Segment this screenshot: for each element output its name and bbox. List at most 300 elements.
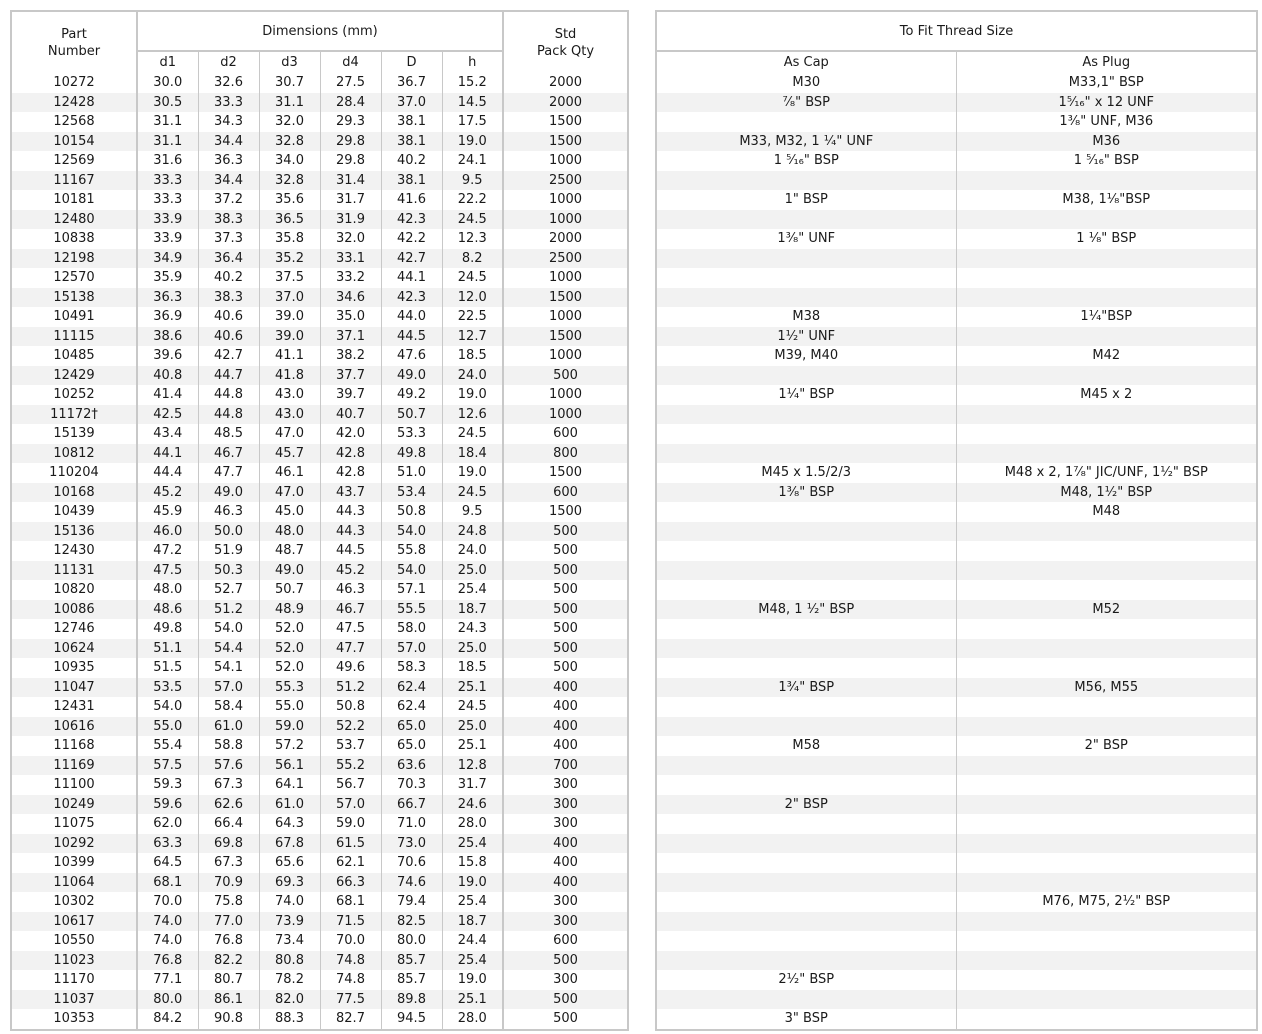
table-row	[11, 249, 628, 269]
dimension-cell: 31.1	[259, 93, 320, 113]
dimension-cell: 12.6	[442, 405, 503, 425]
dimension-cell: 37.7	[320, 366, 381, 386]
dimension-cell: 8.2	[442, 249, 503, 269]
as-plug-cell: M38, 1¹⁄₈"BSP	[956, 190, 1257, 210]
as-plug-cell: M76, M75, 2¹⁄₂" BSP	[956, 892, 1257, 912]
table-row	[656, 717, 1257, 737]
as-plug-cell: 1 ¹⁄₈" BSP	[956, 229, 1257, 249]
dimension-cell: 19.0	[442, 463, 503, 483]
dimension-cell: 70.0	[137, 892, 198, 912]
dimension-cell: 65.6	[259, 853, 320, 873]
dimension-cell: 58.3	[381, 658, 442, 678]
dimension-cell: 42.3	[381, 210, 442, 230]
dimension-cell: 34.4	[198, 132, 259, 152]
pack-qty-cell: 500	[503, 639, 628, 659]
dimension-cell: 31.1	[137, 132, 198, 152]
dimension-cell: 42.7	[198, 346, 259, 366]
as-plug-cell	[956, 853, 1257, 873]
dimension-cell: 44.1	[137, 444, 198, 464]
table-row	[656, 385, 1257, 405]
dimension-cell: 25.1	[442, 736, 503, 756]
part-number-cell: 15136	[11, 522, 137, 542]
pack-qty-cell: 400	[503, 834, 628, 854]
dimension-cell: 44.3	[320, 522, 381, 542]
dimension-cell: 49.2	[381, 385, 442, 405]
table-row	[656, 405, 1257, 425]
table-row	[11, 307, 628, 327]
part-number-cell: 12568	[11, 112, 137, 132]
table-row	[656, 73, 1257, 93]
dimension-cell: 61.0	[198, 717, 259, 737]
table-row	[11, 678, 628, 698]
table-row	[11, 190, 628, 210]
as-cap-cell: 1 ⁵⁄₁₆" BSP	[656, 151, 956, 171]
dimension-cell: 28.4	[320, 93, 381, 113]
pack-qty-cell: 1000	[503, 385, 628, 405]
part-number-cell: 11064	[11, 873, 137, 893]
dimension-cell: 22.5	[442, 307, 503, 327]
dimension-cell: 51.2	[198, 600, 259, 620]
pack-qty-cell: 300	[503, 795, 628, 815]
table-row	[656, 736, 1257, 756]
as-cap-cell: M45 x 1.5/2/3	[656, 463, 956, 483]
dimension-cell: 24.6	[442, 795, 503, 815]
dimension-cell: 73.9	[259, 912, 320, 932]
table-row	[656, 990, 1257, 1010]
dimension-cell: 37.2	[198, 190, 259, 210]
dimension-cell: 74.0	[259, 892, 320, 912]
as-cap-cell	[656, 171, 956, 191]
part-number-cell: 10617	[11, 912, 137, 932]
dimension-cell: 62.0	[137, 814, 198, 834]
dimension-cell: 38.3	[198, 210, 259, 230]
part-number-cell: 10353	[11, 1009, 137, 1030]
table-row	[656, 912, 1257, 932]
as-cap-cell: 1³⁄₄" BSP	[656, 678, 956, 698]
pack-qty-cell: 1000	[503, 307, 628, 327]
part-number-cell: 10485	[11, 346, 137, 366]
part-number-header: Part Number	[11, 11, 137, 73]
pack-qty-cell: 500	[503, 951, 628, 971]
table-row	[656, 541, 1257, 561]
dimension-cell: 36.3	[198, 151, 259, 171]
as-plug-cell	[956, 1009, 1257, 1030]
as-plug-cell	[956, 619, 1257, 639]
dimension-cell: 66.7	[381, 795, 442, 815]
part-number-cell: 10439	[11, 502, 137, 522]
as-plug-cell: 1⁵⁄₁₆" x 12 UNF	[956, 93, 1257, 113]
table-row	[656, 93, 1257, 113]
dimension-cell: 49.0	[198, 483, 259, 503]
to-fit-thread-size-header: To Fit Thread Size	[656, 11, 1257, 51]
as-plug-cell	[956, 561, 1257, 581]
dimension-cell: 44.8	[198, 385, 259, 405]
dimension-cell: 29.8	[320, 132, 381, 152]
dimension-cell: 55.5	[381, 600, 442, 620]
dimension-cell: 54.0	[198, 619, 259, 639]
dimension-cell: 12.3	[442, 229, 503, 249]
dimension-cell: 57.0	[198, 678, 259, 698]
dimension-cell: 44.0	[381, 307, 442, 327]
dimension-cell: 51.5	[137, 658, 198, 678]
dimension-cell: 48.5	[198, 424, 259, 444]
table-row	[11, 210, 628, 230]
pack-qty-cell: 2500	[503, 249, 628, 269]
pack-qty-cell: 1500	[503, 327, 628, 347]
as-cap-cell	[656, 580, 956, 600]
table-row	[656, 327, 1257, 347]
as-plug-cell	[956, 814, 1257, 834]
pack-qty-cell: 2000	[503, 93, 628, 113]
as-plug-cell	[956, 541, 1257, 561]
dimension-cell: 35.9	[137, 268, 198, 288]
dimension-cell: 12.8	[442, 756, 503, 776]
dimension-cell: 56.1	[259, 756, 320, 776]
dimension-cell: 50.3	[198, 561, 259, 581]
dimension-cell: 52.0	[259, 658, 320, 678]
d1-header: d1	[137, 51, 198, 73]
dimension-cell: 57.2	[259, 736, 320, 756]
table-row	[11, 775, 628, 795]
table-row	[656, 171, 1257, 191]
dimension-cell: 64.3	[259, 814, 320, 834]
dimension-cell: 15.2	[442, 73, 503, 93]
as-cap-cell	[656, 366, 956, 386]
dimension-cell: 44.4	[137, 463, 198, 483]
dimension-cell: 61.0	[259, 795, 320, 815]
dimension-cell: 78.2	[259, 970, 320, 990]
as-cap-cell	[656, 990, 956, 1010]
dimension-cell: 37.3	[198, 229, 259, 249]
pack-qty-cell: 300	[503, 775, 628, 795]
dimension-cell: 29.3	[320, 112, 381, 132]
dimension-cell: 32.0	[320, 229, 381, 249]
table-row	[656, 658, 1257, 678]
pack-qty-cell: 1000	[503, 151, 628, 171]
as-cap-header: As Cap	[656, 51, 956, 73]
dimension-cell: 36.4	[198, 249, 259, 269]
dimension-cell: 45.0	[259, 502, 320, 522]
dimension-cell: 54.0	[381, 522, 442, 542]
dimension-cell: 70.3	[381, 775, 442, 795]
dimension-cell: 47.2	[137, 541, 198, 561]
dimension-cell: 48.6	[137, 600, 198, 620]
dimension-cell: 53.3	[381, 424, 442, 444]
dimension-cell: 71.0	[381, 814, 442, 834]
as-plug-cell: M45 x 2	[956, 385, 1257, 405]
pack-qty-cell: 1500	[503, 502, 628, 522]
as-plug-cell: M48, 1¹⁄₂" BSP	[956, 483, 1257, 503]
table-row	[656, 210, 1257, 230]
part-number-cell: 15139	[11, 424, 137, 444]
table-row	[11, 73, 628, 93]
dimension-cell: 32.6	[198, 73, 259, 93]
table-row	[656, 775, 1257, 795]
dimension-cell: 34.4	[198, 171, 259, 191]
dimension-cell: 63.3	[137, 834, 198, 854]
pack-qty-cell: 1500	[503, 132, 628, 152]
pack-qty-cell: 1000	[503, 210, 628, 230]
as-plug-cell	[956, 639, 1257, 659]
pack-qty-cell: 1500	[503, 112, 628, 132]
part-number-cell: 10491	[11, 307, 137, 327]
table-row	[656, 697, 1257, 717]
dimension-cell: 19.0	[442, 132, 503, 152]
dimension-cell: 64.5	[137, 853, 198, 873]
part-number-cell: 10935	[11, 658, 137, 678]
part-number-cell: 12430	[11, 541, 137, 561]
as-cap-cell	[656, 951, 956, 971]
dimension-cell: 55.2	[320, 756, 381, 776]
dimension-cell: 37.1	[320, 327, 381, 347]
as-cap-cell	[656, 639, 956, 659]
table-row	[11, 405, 628, 425]
as-plug-cell: M36	[956, 132, 1257, 152]
dimension-cell: 35.2	[259, 249, 320, 269]
dimension-cell: 68.1	[320, 892, 381, 912]
dimension-cell: 29.8	[320, 151, 381, 171]
dimension-cell: 76.8	[198, 931, 259, 951]
table-row	[11, 132, 628, 152]
table-row	[656, 580, 1257, 600]
as-plug-cell	[956, 210, 1257, 230]
dimension-cell: 33.3	[137, 190, 198, 210]
table-row	[656, 463, 1257, 483]
dimension-cell: 54.4	[198, 639, 259, 659]
pack-qty-cell: 500	[503, 580, 628, 600]
as-plug-cell	[956, 327, 1257, 347]
dimension-cell: 31.7	[442, 775, 503, 795]
as-plug-cell	[956, 834, 1257, 854]
dimension-cell: 35.6	[259, 190, 320, 210]
as-plug-cell	[956, 873, 1257, 893]
as-plug-header: As Plug	[956, 51, 1257, 73]
dimension-cell: 77.5	[320, 990, 381, 1010]
dimension-cell: 59.0	[259, 717, 320, 737]
dimension-cell: 25.1	[442, 990, 503, 1010]
dimension-cell: 25.4	[442, 580, 503, 600]
pack-qty-cell: 500	[503, 561, 628, 581]
dimension-cell: 24.5	[442, 424, 503, 444]
dimension-cell: 52.7	[198, 580, 259, 600]
as-cap-cell	[656, 931, 956, 951]
pack-qty-cell: 500	[503, 990, 628, 1010]
part-number-cell: 10812	[11, 444, 137, 464]
dimension-cell: 33.3	[137, 171, 198, 191]
table-row	[11, 912, 628, 932]
table-row	[11, 756, 628, 776]
dimension-cell: 46.7	[320, 600, 381, 620]
pack-qty-cell: 300	[503, 892, 628, 912]
as-cap-cell: 1³⁄₈" UNF	[656, 229, 956, 249]
as-cap-cell	[656, 405, 956, 425]
dimension-cell: 66.4	[198, 814, 259, 834]
dimension-cell: 52.0	[259, 619, 320, 639]
as-cap-cell	[656, 697, 956, 717]
dimension-cell: 33.1	[320, 249, 381, 269]
dimension-cell: 77.1	[137, 970, 198, 990]
D-header: D	[381, 51, 442, 73]
table-row	[11, 931, 628, 951]
table-row	[656, 366, 1257, 386]
dimension-cell: 38.1	[381, 171, 442, 191]
part-number-cell: 110204	[11, 463, 137, 483]
part-number-cell: 11100	[11, 775, 137, 795]
dimension-cell: 82.2	[198, 951, 259, 971]
table-row	[656, 288, 1257, 308]
d4-header: d4	[320, 51, 381, 73]
as-plug-cell: M42	[956, 346, 1257, 366]
table-row	[11, 834, 628, 854]
dimension-cell: 33.2	[320, 268, 381, 288]
as-plug-cell	[956, 697, 1257, 717]
table-row	[11, 619, 628, 639]
dimension-cell: 15.8	[442, 853, 503, 873]
dimension-cell: 44.1	[381, 268, 442, 288]
part-number-cell: 11167	[11, 171, 137, 191]
pack-qty-cell: 300	[503, 912, 628, 932]
table-row	[656, 424, 1257, 444]
part-number-cell: 10820	[11, 580, 137, 600]
pack-qty-cell: 2000	[503, 73, 628, 93]
as-cap-cell: 2" BSP	[656, 795, 956, 815]
dimension-cell: 43.4	[137, 424, 198, 444]
dimension-cell: 69.8	[198, 834, 259, 854]
dimension-cell: 55.3	[259, 678, 320, 698]
dimension-cell: 47.5	[137, 561, 198, 581]
dimension-cell: 90.8	[198, 1009, 259, 1030]
dimension-cell: 47.7	[320, 639, 381, 659]
dimension-cell: 35.8	[259, 229, 320, 249]
dimension-cell: 37.0	[381, 93, 442, 113]
dimension-cell: 46.7	[198, 444, 259, 464]
dimension-cell: 36.5	[259, 210, 320, 230]
as-cap-cell: M33, M32, 1 ¹⁄₄" UNF	[656, 132, 956, 152]
table-row	[656, 346, 1257, 366]
table-row	[11, 541, 628, 561]
dimension-cell: 44.5	[320, 541, 381, 561]
table-row	[11, 366, 628, 386]
as-cap-cell: 1¹⁄₂" UNF	[656, 327, 956, 347]
part-number-cell: 10616	[11, 717, 137, 737]
as-cap-cell	[656, 717, 956, 737]
part-number-cell: 10302	[11, 892, 137, 912]
pack-qty-cell: 300	[503, 814, 628, 834]
dimension-cell: 17.5	[442, 112, 503, 132]
dimension-cell: 24.4	[442, 931, 503, 951]
dimension-cell: 55.0	[137, 717, 198, 737]
dimension-cell: 89.8	[381, 990, 442, 1010]
table-row	[11, 346, 628, 366]
dimension-cell: 18.4	[442, 444, 503, 464]
dimension-cell: 74.8	[320, 970, 381, 990]
dimension-cell: 59.0	[320, 814, 381, 834]
dimension-cell: 70.6	[381, 853, 442, 873]
table-row	[11, 93, 628, 113]
part-number-cell: 12198	[11, 249, 137, 269]
dimension-cell: 58.8	[198, 736, 259, 756]
dimension-cell: 59.3	[137, 775, 198, 795]
dimension-cell: 40.8	[137, 366, 198, 386]
part-number-cell: 12429	[11, 366, 137, 386]
dimension-cell: 41.6	[381, 190, 442, 210]
dimension-cell: 43.7	[320, 483, 381, 503]
dimension-cell: 18.7	[442, 600, 503, 620]
part-number-cell: 12569	[11, 151, 137, 171]
pack-qty-cell: 500	[503, 600, 628, 620]
dimension-cell: 42.8	[320, 463, 381, 483]
dimension-cell: 40.6	[198, 327, 259, 347]
dimension-cell: 39.0	[259, 307, 320, 327]
pack-qty-cell: 600	[503, 483, 628, 503]
table-row	[11, 522, 628, 542]
dimension-cell: 62.4	[381, 697, 442, 717]
dimension-cell: 12.0	[442, 288, 503, 308]
as-cap-cell	[656, 249, 956, 269]
as-cap-cell	[656, 210, 956, 230]
as-cap-cell: 1" BSP	[656, 190, 956, 210]
as-cap-cell	[656, 502, 956, 522]
dimension-cell: 71.5	[320, 912, 381, 932]
as-cap-cell	[656, 756, 956, 776]
dimension-cell: 32.8	[259, 171, 320, 191]
as-plug-cell	[956, 171, 1257, 191]
dimension-cell: 45.9	[137, 502, 198, 522]
as-plug-cell	[956, 268, 1257, 288]
part-number-cell: 12428	[11, 93, 137, 113]
part-number-cell: 12431	[11, 697, 137, 717]
dimension-cell: 47.7	[198, 463, 259, 483]
dimension-cell: 25.4	[442, 951, 503, 971]
dimension-cell: 42.2	[381, 229, 442, 249]
dimension-cell: 25.1	[442, 678, 503, 698]
dimension-cell: 39.6	[137, 346, 198, 366]
dimension-cell: 34.0	[259, 151, 320, 171]
pack-qty-cell: 500	[503, 366, 628, 386]
pack-qty-cell: 1000	[503, 405, 628, 425]
dimension-cell: 39.0	[259, 327, 320, 347]
table-row	[11, 853, 628, 873]
dimension-cell: 62.6	[198, 795, 259, 815]
dimension-cell: 19.0	[442, 873, 503, 893]
dimension-cell: 51.0	[381, 463, 442, 483]
dimension-cell: 40.2	[198, 268, 259, 288]
part-number-cell: 11023	[11, 951, 137, 971]
dimension-cell: 48.0	[259, 522, 320, 542]
table-row	[656, 756, 1257, 776]
as-plug-cell	[956, 424, 1257, 444]
dimension-cell: 51.2	[320, 678, 381, 698]
table-row	[656, 834, 1257, 854]
dimension-cell: 39.7	[320, 385, 381, 405]
as-plug-cell	[956, 405, 1257, 425]
dimension-cell: 41.4	[137, 385, 198, 405]
dimension-cell: 40.6	[198, 307, 259, 327]
part-number-cell: 12480	[11, 210, 137, 230]
dimension-cell: 77.0	[198, 912, 259, 932]
table-row	[11, 112, 628, 132]
dimension-cell: 54.0	[381, 561, 442, 581]
table-row	[11, 736, 628, 756]
dimension-cell: 25.4	[442, 834, 503, 854]
as-cap-cell	[656, 424, 956, 444]
table-row	[11, 990, 628, 1010]
dimension-cell: 58.4	[198, 697, 259, 717]
dimension-cell: 62.1	[320, 853, 381, 873]
dimension-cell: 53.5	[137, 678, 198, 698]
dimension-cell: 42.0	[320, 424, 381, 444]
as-cap-cell: M48, 1 ¹⁄₂" BSP	[656, 600, 956, 620]
